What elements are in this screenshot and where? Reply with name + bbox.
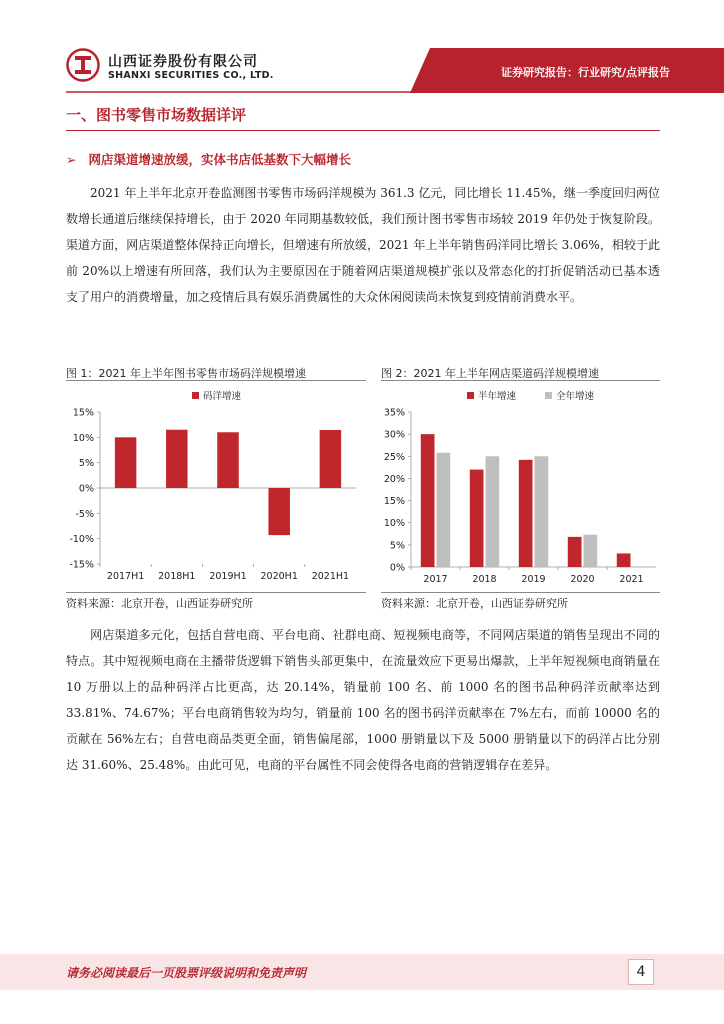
report-type: 证券研究报告：行业研究/点评报告 bbox=[500, 66, 670, 79]
x-tick-label: 2020 bbox=[570, 574, 595, 585]
y-tick-label: 30% bbox=[383, 429, 405, 441]
y-tick-label: 10% bbox=[383, 518, 405, 530]
y-tick-label: 20% bbox=[383, 473, 405, 485]
bar-2019-全年增速 bbox=[535, 456, 549, 567]
x-tick-label: 2021 bbox=[619, 574, 644, 585]
bar-2020H1-码洋增速 bbox=[268, 488, 290, 535]
legend-label: 全年增速 bbox=[556, 391, 595, 402]
company-logo-icon bbox=[66, 48, 100, 82]
y-tick-label: 15% bbox=[383, 496, 405, 508]
bar-2021H1-码洋增速 bbox=[320, 430, 342, 488]
bar-2018-半年增速 bbox=[470, 470, 484, 567]
section-title: 一、图书零售市场数据详评 bbox=[66, 106, 247, 124]
y-tick-label: 0% bbox=[78, 483, 94, 495]
legend-label: 半年增速 bbox=[478, 391, 517, 402]
bar-2021-半年增速 bbox=[617, 553, 631, 567]
figure-2-caption: 图 2：2021 年上半年网店渠道码洋规模增速 bbox=[381, 367, 599, 380]
subsection-title-text: 网店渠道增速放缓，实体书店低基数下大幅增长 bbox=[88, 152, 351, 167]
y-tick-label: -10% bbox=[69, 534, 94, 546]
bar-2018H1-码洋增速 bbox=[166, 430, 188, 488]
bar-2018-全年增速 bbox=[486, 456, 500, 567]
bar-2017-半年增速 bbox=[421, 434, 435, 567]
body-paragraph-2-text: 网店渠道多元化，包括自营电商、平台电商、社群电商、短视频电商等，不同网店渠道的销售呈现出不同的特点。其中短视频电商在主播带货逻辑下销售头部更集中，在流量效应下更易出爆款，上半年短视频电商销量在 10 万册以上的品种码洋占比更高，达 20.14%，销量前 100 名、前 1000 名的图书品种码洋贡献率达到 33.81%、74.67%；平台电商销售较为均匀，销量前 100 名的图书码洋贡献率在 7%左右，而前 10000 名的贡献在 56%左右；自营电商品类更全面，销售偏尾部，1000 册销量以下及 5000 册销量以下的码洋占比分别达 31.60%、25.48%。由此可见，电商的平台属性不同会使得各电商的营销逻辑存在差异。 bbox=[66, 628, 660, 772]
x-tick-label: 2018H1 bbox=[158, 571, 196, 582]
x-tick-label: 2020H1 bbox=[260, 571, 298, 582]
bar-2019-半年增速 bbox=[519, 460, 533, 567]
figure-1-bottom-rule bbox=[66, 592, 366, 593]
bar-2020-半年增速 bbox=[568, 537, 582, 567]
bar-2020-全年增速 bbox=[584, 535, 598, 567]
bar-2017H1-码洋增速 bbox=[115, 437, 137, 488]
x-tick-label: 2019H1 bbox=[209, 571, 247, 582]
footer-disclaimer: 请务必阅读最后一页股票评级说明和免责声明 bbox=[66, 966, 307, 980]
figure-1-chart bbox=[66, 382, 366, 590]
legend-swatch bbox=[545, 392, 552, 399]
section-divider bbox=[66, 130, 660, 131]
legend-label: 码洋增速 bbox=[203, 391, 242, 402]
figure-1-source: 资料来源：北京开卷，山西证券研究所 bbox=[66, 597, 253, 610]
figure-2-chart bbox=[381, 382, 660, 590]
bar-2017-全年增速 bbox=[437, 453, 451, 567]
x-tick-label: 2021H1 bbox=[311, 571, 350, 582]
y-tick-label: 25% bbox=[383, 451, 405, 463]
company-name-en: SHANXI SECURITIES CO., LTD. bbox=[108, 70, 274, 81]
body-paragraph-2 bbox=[66, 622, 660, 778]
figure-1-caption: 图 1：2021 年上半年图书零售市场码洋规模增速 bbox=[66, 367, 306, 380]
company-name-cn: 山西证券股份有限公司 bbox=[108, 54, 258, 70]
y-tick-label: 0% bbox=[389, 562, 405, 574]
body-paragraph-1-text: 2021 年上半年北京开卷监测图书零售市场码洋规模为 361.3 亿元，同比增长 11.45%，继一季度回归两位数增长通道后继续保持增长，由于 2020 年同期基数较低，我们预计图书零售市场较 2019 年仍处于恢复阶段。渠道方面，网店渠道整体保持正向增长，但增速有所放缓，2021 年上半年销售码洋同比增长 3.06%，相较于此前 20%以上增速有所回落，我们认为主要原因在于随着网店渠道规模扩张以及常态化的打折促销活动已基本透支了用户的消费增量，加之疫情后具有娱乐消费属性的大众休闲阅读尚未恢复到疫情前消费水平。 bbox=[66, 186, 660, 304]
bar-2019H1-码洋增速 bbox=[217, 432, 239, 488]
legend-swatch bbox=[192, 392, 199, 399]
figure-1-top-rule bbox=[66, 380, 366, 381]
x-tick-label: 2018 bbox=[472, 574, 497, 585]
subsection-title bbox=[66, 150, 351, 168]
y-tick-label: 35% bbox=[383, 407, 405, 419]
x-tick-label: 2017 bbox=[423, 574, 448, 585]
x-tick-label: 2017H1 bbox=[106, 571, 145, 582]
figure-2-source: 资料来源：北京开卷，山西证券研究所 bbox=[381, 597, 568, 610]
arrow-bullet-icon: ➢ bbox=[66, 152, 77, 167]
figure-2-bottom-rule bbox=[381, 592, 660, 593]
figure-2-top-rule bbox=[381, 380, 660, 381]
page-number: 4 bbox=[628, 959, 654, 985]
y-tick-label: 5% bbox=[389, 540, 405, 552]
y-tick-label: 10% bbox=[72, 432, 94, 444]
y-tick-label: 5% bbox=[78, 458, 94, 470]
y-tick-label: -15% bbox=[69, 559, 94, 571]
legend-swatch bbox=[467, 392, 474, 399]
y-tick-label: -5% bbox=[75, 508, 94, 520]
y-tick-label: 15% bbox=[72, 407, 94, 419]
body-paragraph-1 bbox=[66, 180, 660, 310]
x-tick-label: 2019 bbox=[521, 574, 546, 585]
